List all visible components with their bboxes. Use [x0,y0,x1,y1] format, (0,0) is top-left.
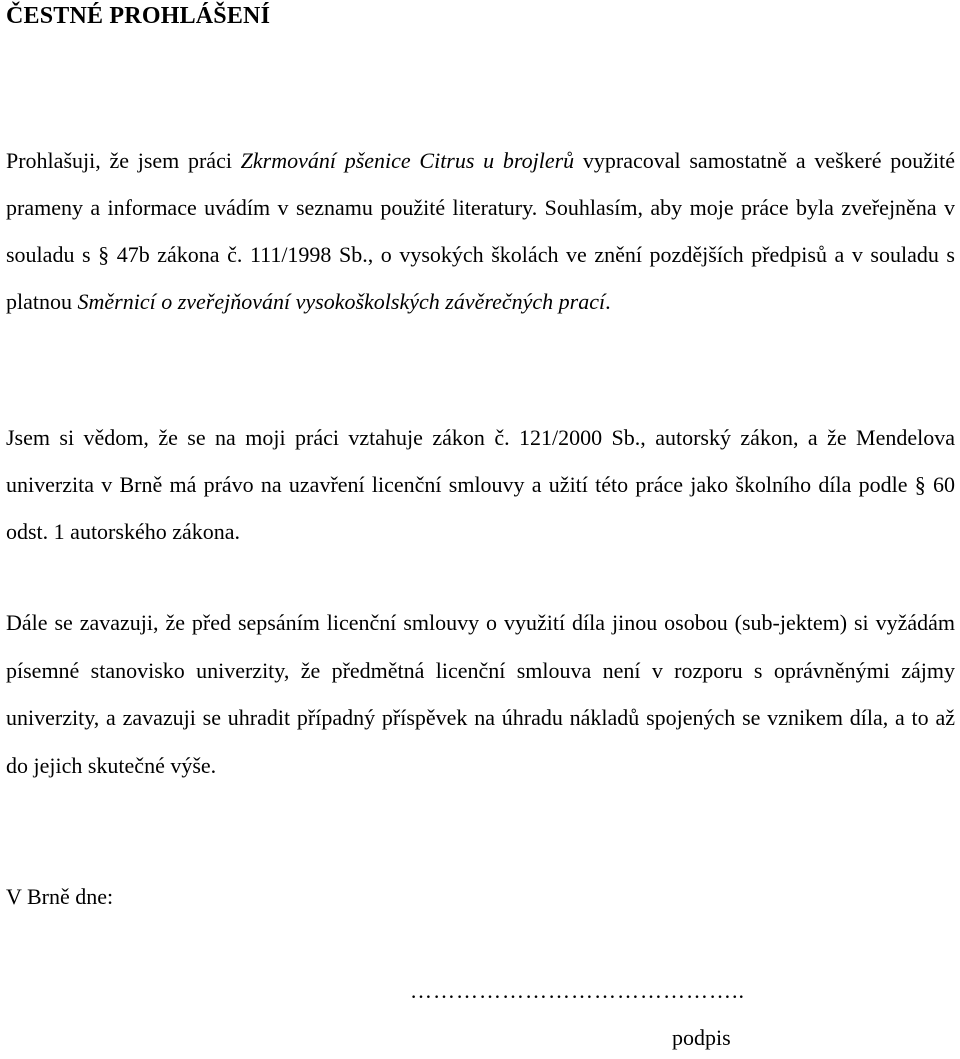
signature-line: …………………………………….. [410,978,745,1003]
paragraph1-intro: Prohlašuji, že jsem práci [6,148,241,173]
thesis-title: Zkrmování pšenice Citrus u brojlerů [240,148,575,173]
signature-label: podpis [672,1025,731,1050]
document-title: ČESTNÉ PROHLÁŠENÍ [6,3,271,29]
directive-title: Směrnicí o zveřejňování vysokoškolských závěrečných prací [77,289,606,314]
license-paragraph: Dále se zavazuji, že před sepsáním licenční smlouvy o využití díla jinou osobou (sub-jektem) si vyžádám písemné stanovisko univerzity, že předmětná licenční smlouva není v rozporu s oprávněnými zájmy univerzity, a zavazuji se uhradit případný příspěvek na úhradu nákladů spojených se vznikem díla, a to až do jejich skutečné výše. [6,610,955,778]
declaration-paragraph [6,137,955,325]
paragraph1-end: . [605,289,611,314]
copyright-paragraph: Jsem si vědom, že se na moji práci vztahuje zákon č. 121/2000 Sb., autorský zákon, a že Mendelova univerzita v Brně má právo na uzavření licenční smlouvy a užití této práce jako školního díla podle § 60 odst. 1 autorského zákona. [6,425,955,544]
paragraph1-body: vypracoval samostatně a veškeré použité prameny a informace uvádím v seznamu použité literatury. Souhlasím, aby moje práce byla zveřejněna v souladu s § 47b zákona č. 111/1998 Sb., o vysokých školách ve znění pozdějších předpisů a v souladu s platnou [6,148,955,314]
place-date-label: V Brně dne: [6,884,114,909]
